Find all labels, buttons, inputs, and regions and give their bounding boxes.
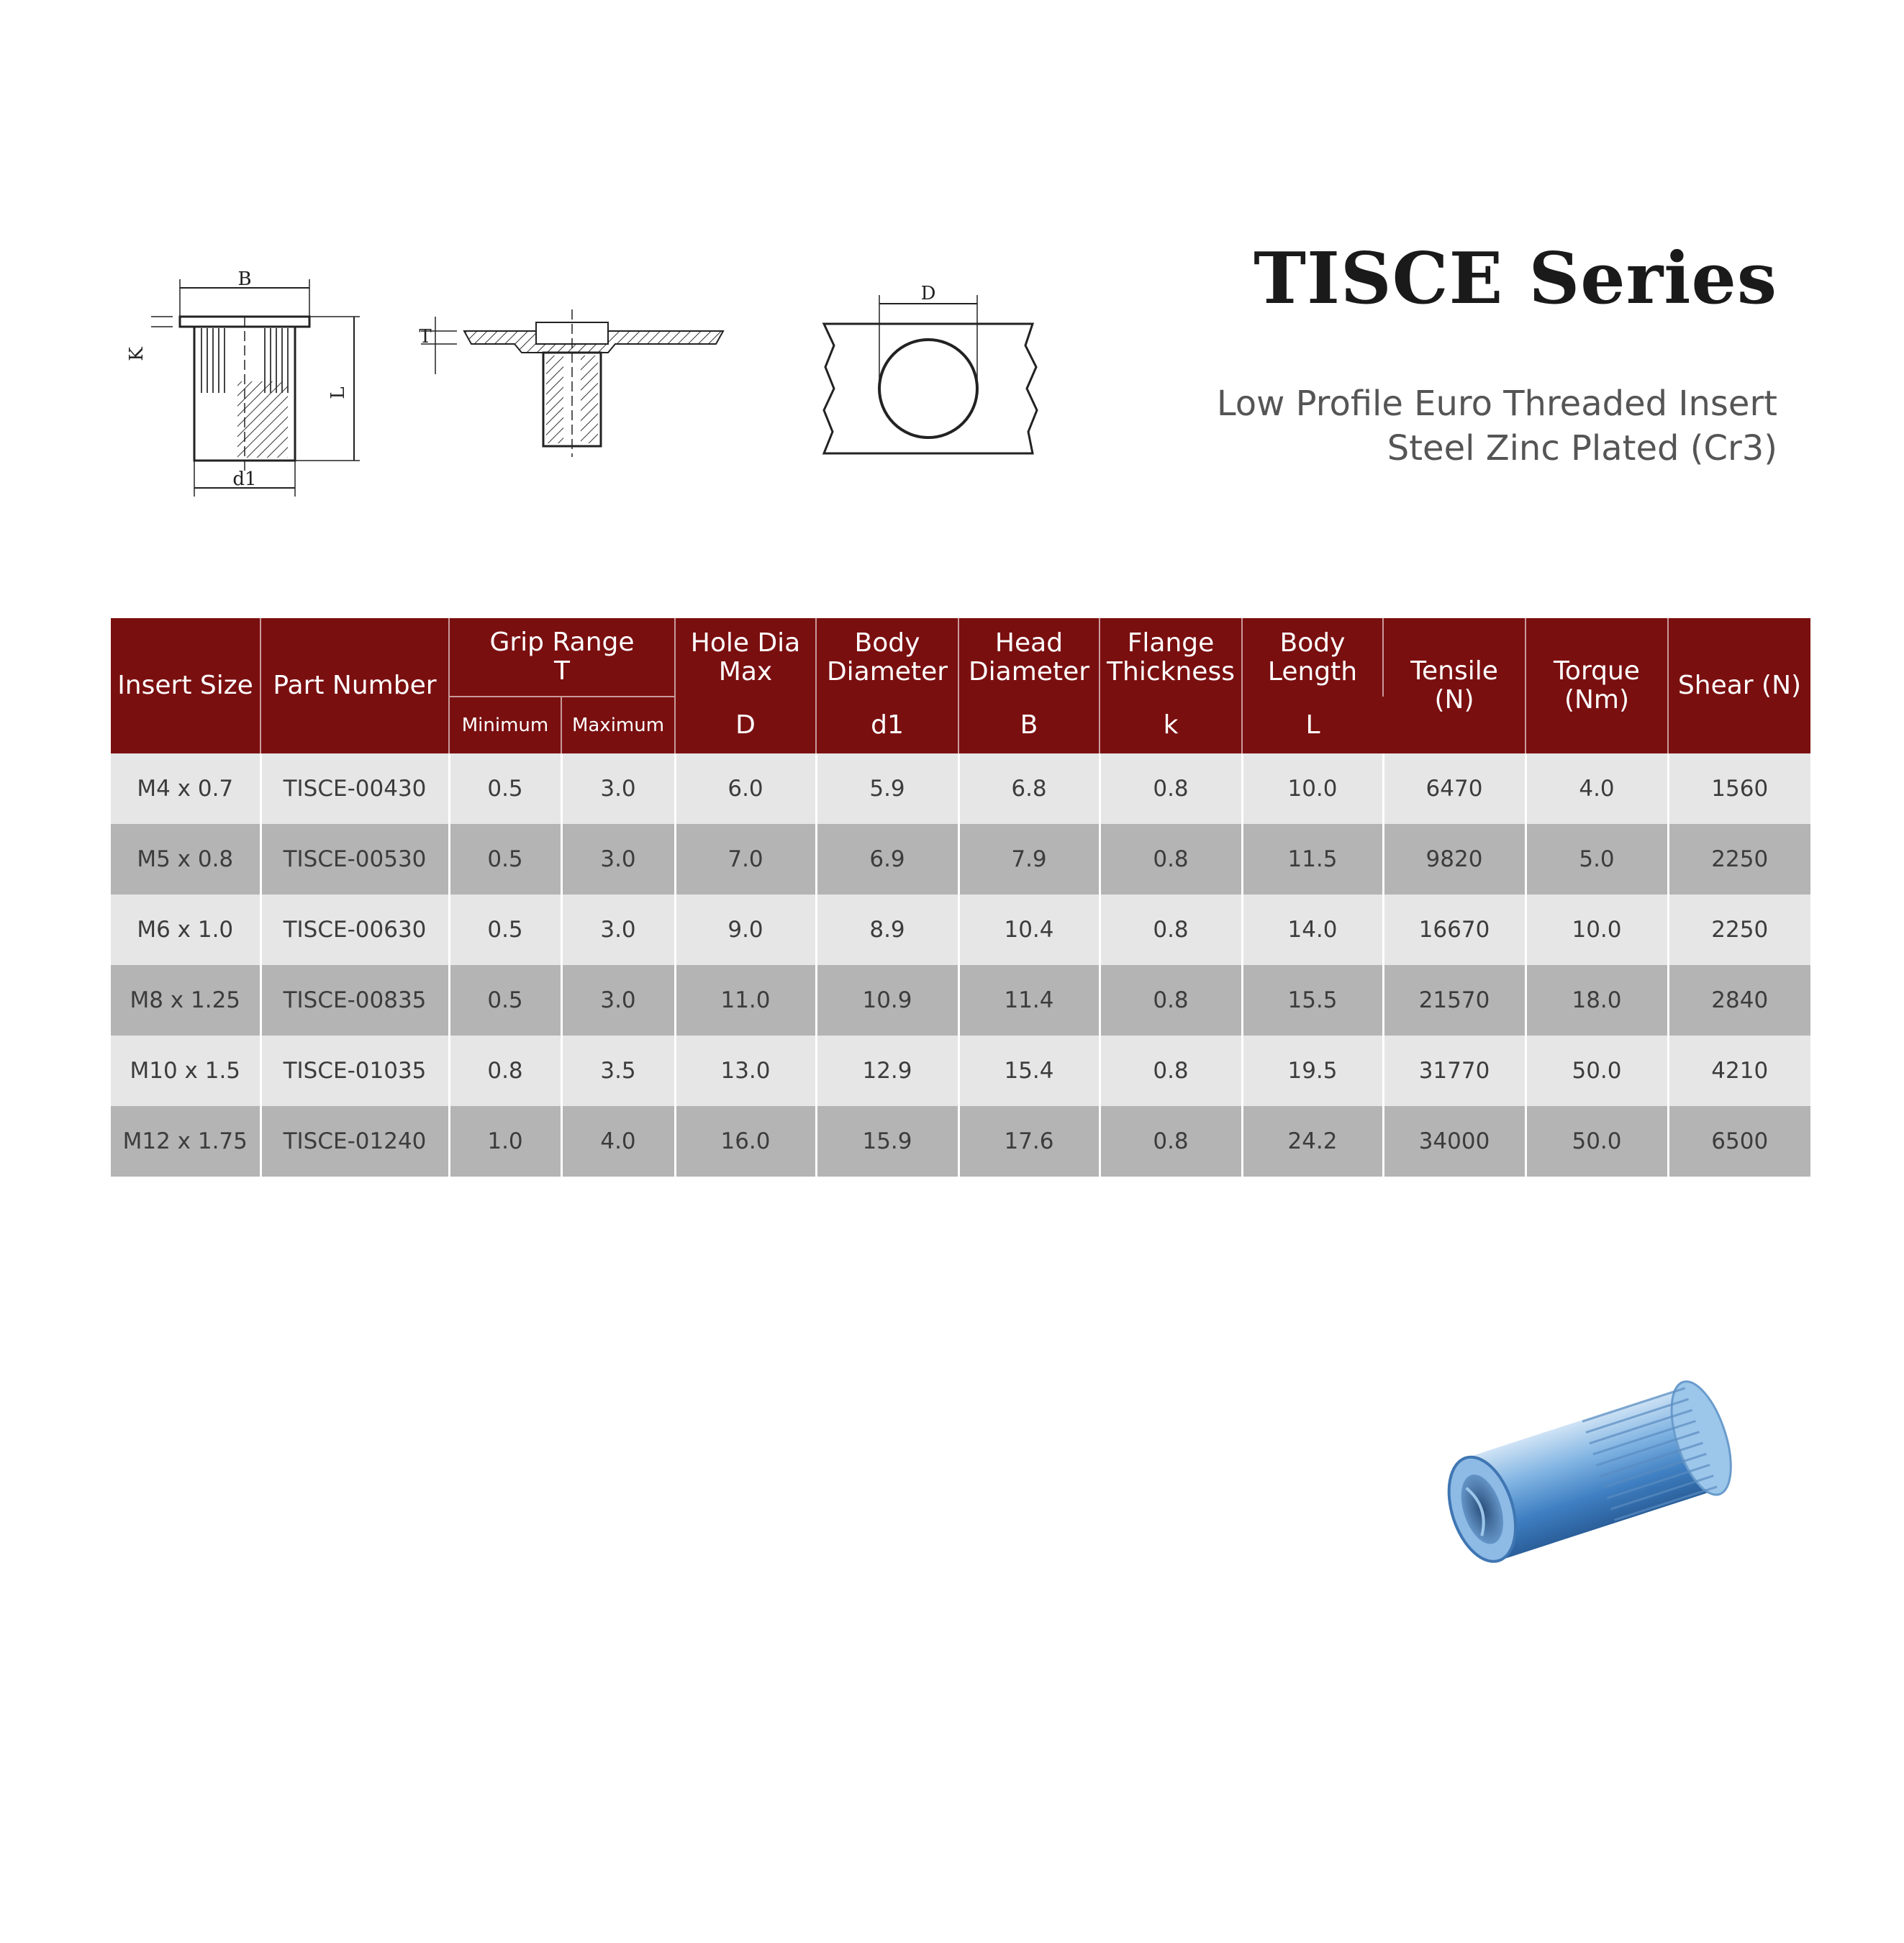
header-tensile: Tensile (N) (1383, 618, 1526, 753)
cell-tensile: 34000 (1383, 1106, 1526, 1177)
cell-insert-size: M5 x 0.8 (111, 824, 260, 894)
cell-head-dia: 6.8 (958, 753, 1100, 824)
cell-head-dia: 11.4 (958, 965, 1100, 1036)
cell-insert-size: M12 x 1.75 (111, 1106, 260, 1177)
cell-part-number: TISCE-01035 (260, 1036, 449, 1106)
cell-flange: 0.8 (1100, 824, 1242, 894)
cell-hole-dia: 9.0 (675, 894, 816, 965)
subtitle-line-1: Low Profile Euro Threaded Insert (1216, 384, 1777, 424)
cell-torque: 18.0 (1526, 965, 1668, 1036)
cell-head-dia: 15.4 (958, 1036, 1100, 1106)
cell-grip-min: 0.5 (449, 753, 561, 824)
cell-grip-max: 3.0 (561, 965, 675, 1036)
cell-body-length: 11.5 (1242, 824, 1383, 894)
cell-insert-size: M8 x 1.25 (111, 965, 260, 1036)
cell-grip-max: 4.0 (561, 1106, 675, 1177)
cell-tensile: 21570 (1383, 965, 1526, 1036)
cell-grip-max: 3.0 (561, 753, 675, 824)
cell-shear: 4210 (1668, 1036, 1810, 1106)
installed-section-diagram (414, 302, 738, 461)
cell-body-dia: 12.9 (816, 1036, 958, 1106)
dim-label-k: K (126, 347, 148, 361)
header-grip-min: Minimum (449, 697, 561, 753)
header-hole-symbol: D (675, 697, 816, 753)
cell-torque: 5.0 (1526, 824, 1668, 894)
cell-head-dia: 7.9 (958, 824, 1100, 894)
cell-body-dia: 6.9 (816, 824, 958, 894)
cell-body-length: 14.0 (1242, 894, 1383, 965)
table-row (111, 824, 1810, 894)
cell-flange: 0.8 (1100, 1106, 1242, 1177)
cell-body-length: 10.0 (1242, 753, 1383, 824)
cell-body-length: 24.2 (1242, 1106, 1383, 1177)
dim-label-d1: d1 (232, 468, 257, 490)
dim-label-b: B (237, 268, 252, 290)
cell-hole-dia: 13.0 (675, 1036, 816, 1106)
header-length-symbol: L (1242, 697, 1383, 753)
page-title: TISCE Series (1254, 237, 1777, 320)
cell-insert-size: M6 x 1.0 (111, 894, 260, 965)
table-row (111, 1036, 1810, 1106)
header-part-number: Part Number (260, 618, 449, 753)
header-torque: Torque (Nm) (1526, 618, 1668, 753)
cell-part-number: TISCE-00430 (260, 753, 449, 824)
header-grip-range-label: Grip Range (489, 628, 635, 657)
cell-part-number: TISCE-00630 (260, 894, 449, 965)
table-row (111, 894, 1810, 965)
cell-tensile: 16670 (1383, 894, 1526, 965)
hole-diagram (817, 273, 1047, 468)
cell-hole-dia: 11.0 (675, 965, 816, 1036)
cell-head-dia: 17.6 (958, 1106, 1100, 1177)
cell-body-length: 15.5 (1242, 965, 1383, 1036)
cell-grip-max: 3.5 (561, 1036, 675, 1106)
cell-shear: 6500 (1668, 1106, 1810, 1177)
insert-section-diagram (126, 259, 389, 504)
cell-hole-dia: 7.0 (675, 824, 816, 894)
cell-body-dia: 15.9 (816, 1106, 958, 1177)
dim-label-l: L (327, 386, 349, 399)
cell-body-dia: 8.9 (816, 894, 958, 965)
cell-shear: 2250 (1668, 894, 1810, 965)
table-row (111, 965, 1810, 1036)
cell-insert-size: M10 x 1.5 (111, 1036, 260, 1106)
header-head-symbol: B (958, 697, 1100, 753)
cell-torque: 50.0 (1526, 1036, 1668, 1106)
header-body-dia: Body Diameter (816, 618, 958, 697)
header-insert-size: Insert Size (111, 618, 260, 753)
cell-head-dia: 10.4 (958, 894, 1100, 965)
cell-flange: 0.8 (1100, 1036, 1242, 1106)
header-body-symbol: d1 (816, 697, 958, 753)
header-grip-symbol: T (554, 656, 570, 686)
cell-flange: 0.8 (1100, 894, 1242, 965)
cell-grip-min: 0.5 (449, 965, 561, 1036)
cell-shear: 2250 (1668, 824, 1810, 894)
cell-torque: 50.0 (1526, 1106, 1668, 1177)
dim-label-d: D (920, 283, 936, 304)
cell-part-number: TISCE-00835 (260, 965, 449, 1036)
cell-body-dia: 5.9 (816, 753, 958, 824)
spec-table (111, 618, 1810, 1177)
cell-body-dia: 10.9 (816, 965, 958, 1036)
header-grip-range (449, 618, 675, 697)
cell-grip-max: 3.0 (561, 824, 675, 894)
cell-flange: 0.8 (1100, 965, 1242, 1036)
header-hole-dia: Hole Dia Max (675, 618, 816, 697)
header-flange-symbol: k (1100, 697, 1242, 753)
cell-shear: 1560 (1668, 753, 1810, 824)
cell-tensile: 31770 (1383, 1036, 1526, 1106)
cell-flange: 0.8 (1100, 753, 1242, 824)
cell-body-length: 19.5 (1242, 1036, 1383, 1106)
cell-part-number: TISCE-00530 (260, 824, 449, 894)
cell-grip-min: 0.5 (449, 824, 561, 894)
header-shear: Shear (N) (1668, 618, 1810, 753)
cell-shear: 2840 (1668, 965, 1810, 1036)
cell-torque: 4.0 (1526, 753, 1668, 824)
cell-torque: 10.0 (1526, 894, 1668, 965)
rivet-nut-icon (1432, 1339, 1763, 1598)
cell-tensile: 9820 (1383, 824, 1526, 894)
header-body-length: Body Length (1242, 618, 1383, 697)
cell-insert-size: M4 x 0.7 (111, 753, 260, 824)
header-grip-max: Maximum (561, 697, 675, 753)
cell-tensile: 6470 (1383, 753, 1526, 824)
cell-hole-dia: 6.0 (675, 753, 816, 824)
dim-label-t: T (419, 326, 432, 348)
cell-grip-min: 0.8 (449, 1036, 561, 1106)
table-row (111, 753, 1810, 824)
cell-grip-min: 0.5 (449, 894, 561, 965)
page-subtitle (1217, 381, 1777, 471)
table-row (111, 1106, 1810, 1177)
header-head-dia: Head Diameter (958, 618, 1100, 697)
subtitle-line-2: Steel Zinc Plated (Cr3) (1387, 428, 1777, 468)
cell-grip-min: 1.0 (449, 1106, 561, 1177)
header-flange: Flange Thickness (1100, 618, 1242, 697)
cell-hole-dia: 16.0 (675, 1106, 816, 1177)
cell-part-number: TISCE-01240 (260, 1106, 449, 1177)
cell-grip-max: 3.0 (561, 894, 675, 965)
